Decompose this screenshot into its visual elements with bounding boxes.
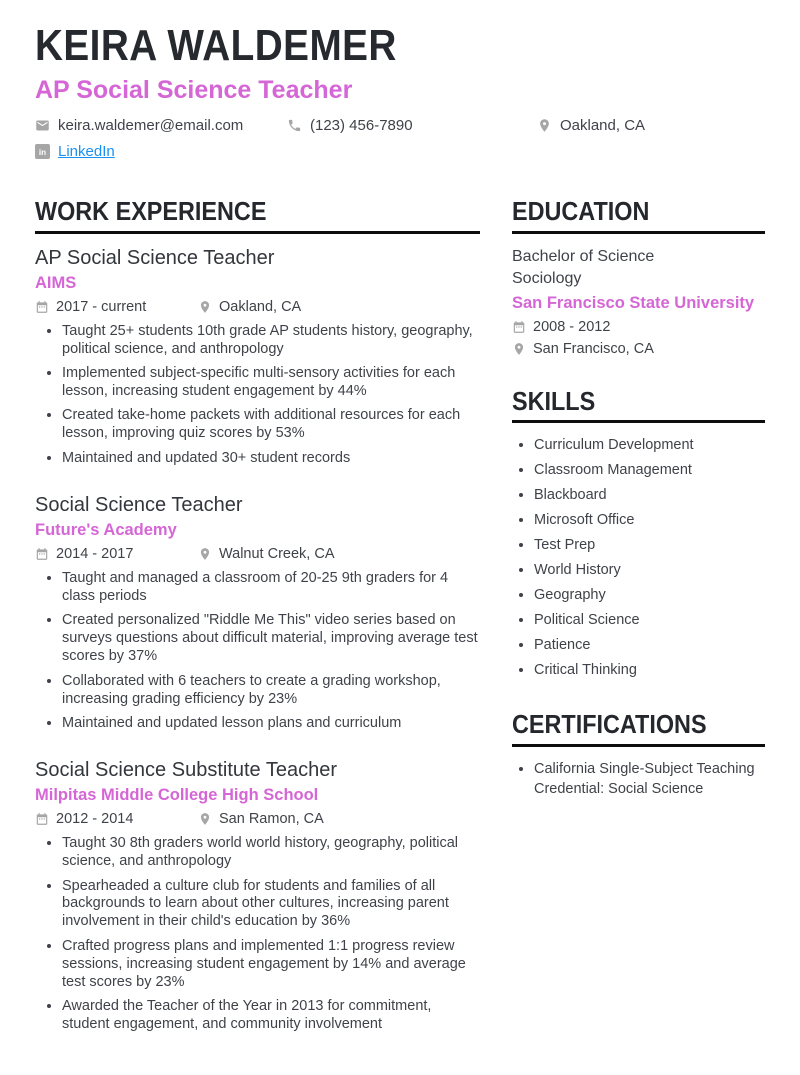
skill-item: • World History (534, 560, 765, 580)
job-company: AIMS (35, 273, 77, 292)
work-experience-heading: WORK EXPERIENCE (35, 198, 480, 233)
location-pin-icon (198, 300, 212, 314)
phone-icon (287, 118, 302, 133)
bullet-item: • Taught 30 8th graders world world history, geography, political science, and anthropology (62, 835, 480, 871)
job-dates-text: 2012 - 2014 (56, 811, 134, 828)
job-company: Future's Academy (35, 520, 177, 539)
job-dates (35, 299, 198, 315)
resume-header (35, 21, 765, 161)
location-text: Oakland, CA (560, 117, 646, 135)
skill-item: • Geography (534, 585, 765, 605)
skill-item: • Political Science (534, 610, 765, 630)
location-pin-icon (537, 118, 552, 133)
linkedin-link[interactable]: LinkedIn (58, 143, 115, 161)
job-bullets (35, 570, 480, 733)
skills-section (512, 385, 765, 680)
skill-item: • Patience (534, 635, 765, 655)
linkedin-icon (35, 144, 50, 159)
job-dates-text: 2014 - 2017 (56, 545, 134, 562)
job-entry-1 (35, 246, 480, 468)
location-pin-icon (198, 547, 212, 561)
calendar-icon (35, 300, 49, 314)
skills-heading: SKILLS (512, 388, 765, 423)
contact-info (35, 117, 765, 160)
skill-item: • Classroom Management (534, 460, 765, 480)
location-pin-icon (512, 342, 526, 356)
bullet-item: • Crafted progress plans and implemented 1:1 progress review sessions, increasing student engagement by 14% and average test scores by 23% (62, 938, 480, 992)
education-degree: Bachelor of Science (512, 247, 655, 265)
linkedin-item (35, 143, 115, 160)
certifications-heading: CERTIFICATIONS (512, 711, 765, 746)
skills-list (512, 435, 765, 680)
job-entry-2 (35, 493, 480, 733)
job-bullets (35, 323, 480, 468)
job-meta-row (35, 546, 480, 562)
education-heading: EDUCATION (512, 198, 765, 233)
bullet-item: • Spearheaded a culture club for students and families of all backgrounds to learn about other cultures, increasing parent involvement in their child's education by 36% (62, 878, 480, 932)
calendar-icon (35, 547, 49, 561)
person-name: KEIRA WALDEMER (35, 21, 397, 70)
envelope-icon (35, 118, 50, 133)
job-entry-3 (35, 758, 480, 1034)
bullet-item: • Implemented subject-specific multi-sensory activities for each lesson, increasing student engagement by 44% (62, 365, 480, 401)
education-dates (512, 319, 765, 335)
skill-item: • Test Prep (534, 535, 765, 555)
bullet-item: • Maintained and updated 30+ student records (62, 450, 480, 468)
resume-columns (35, 198, 765, 1059)
email-item (35, 117, 287, 134)
bullet-item: • Created personalized "Riddle Me This" video series based on surveys questions about difficult material, improving average test scores by 37% (62, 612, 480, 666)
certifications-section (512, 711, 765, 798)
job-company: Milpitas Middle College High School (35, 786, 319, 805)
education-location-text: San Francisco, CA (533, 340, 654, 357)
contact-row-2 (35, 143, 765, 160)
job-meta-row (35, 299, 480, 315)
job-title: Social Science Teacher (35, 493, 243, 516)
person-title: AP Social Science Teacher (35, 76, 353, 104)
job-location (198, 546, 335, 562)
bullet-item: • Collaborated with 6 teachers to create a grading workshop, increasing grading efficiency by 23% (62, 673, 480, 709)
skill-item: • Curriculum Development (534, 435, 765, 455)
job-dates (35, 546, 198, 562)
bullet-item: • Taught and managed a classroom of 20-25 9th graders for 4 class periods (62, 570, 480, 606)
contact-row-1 (35, 117, 765, 134)
bullet-item: • Maintained and updated lesson plans and curriculum (62, 715, 480, 733)
job-dates-text: 2017 - current (56, 298, 147, 315)
education-dates-text: 2008 - 2012 (533, 318, 611, 335)
calendar-icon (35, 812, 49, 826)
bullet-item: • Created take-home packets with additional resources for each lesson, improving quiz scores by 53% (62, 407, 480, 443)
education-major: Sociology (512, 270, 582, 288)
job-location-text: Walnut Creek, CA (219, 545, 335, 562)
skill-item: • Blackboard (534, 485, 765, 505)
job-bullets (35, 835, 480, 1034)
email-text: keira.waldemer@email.com (58, 117, 244, 135)
job-location (198, 811, 324, 827)
svg-text:in: in (38, 148, 47, 158)
phone-text: (123) 456-7890 (310, 117, 413, 135)
bullet-item: • Taught 25+ students 10th grade AP students history, geography, political science, and anthropology (62, 323, 480, 359)
location-pin-icon (198, 812, 212, 826)
calendar-icon (512, 320, 526, 334)
work-experience-column (35, 198, 480, 1059)
job-dates (35, 811, 198, 827)
job-location-text: Oakland, CA (219, 298, 302, 315)
education-section (512, 198, 765, 357)
job-location-text: San Ramon, CA (219, 811, 324, 828)
skill-item: • Microsoft Office (534, 510, 765, 530)
education-school: San Francisco State University (512, 293, 755, 312)
job-location (198, 299, 301, 315)
phone-item (287, 117, 537, 134)
bullet-item: • Awarded the Teacher of the Year in 2013 for commitment, student engagement, and community involvement (62, 998, 480, 1034)
location-item (537, 117, 645, 134)
job-meta-row (35, 811, 480, 827)
job-title: AP Social Science Teacher (35, 246, 275, 269)
education-location (512, 341, 765, 357)
certifications-list (512, 759, 765, 799)
certification-item: • California Single-Subject Teaching Credential: Social Science (534, 759, 765, 799)
skill-item: • Critical Thinking (534, 660, 765, 680)
job-title: Social Science Substitute Teacher (35, 759, 338, 782)
sidebar-column (512, 198, 765, 803)
